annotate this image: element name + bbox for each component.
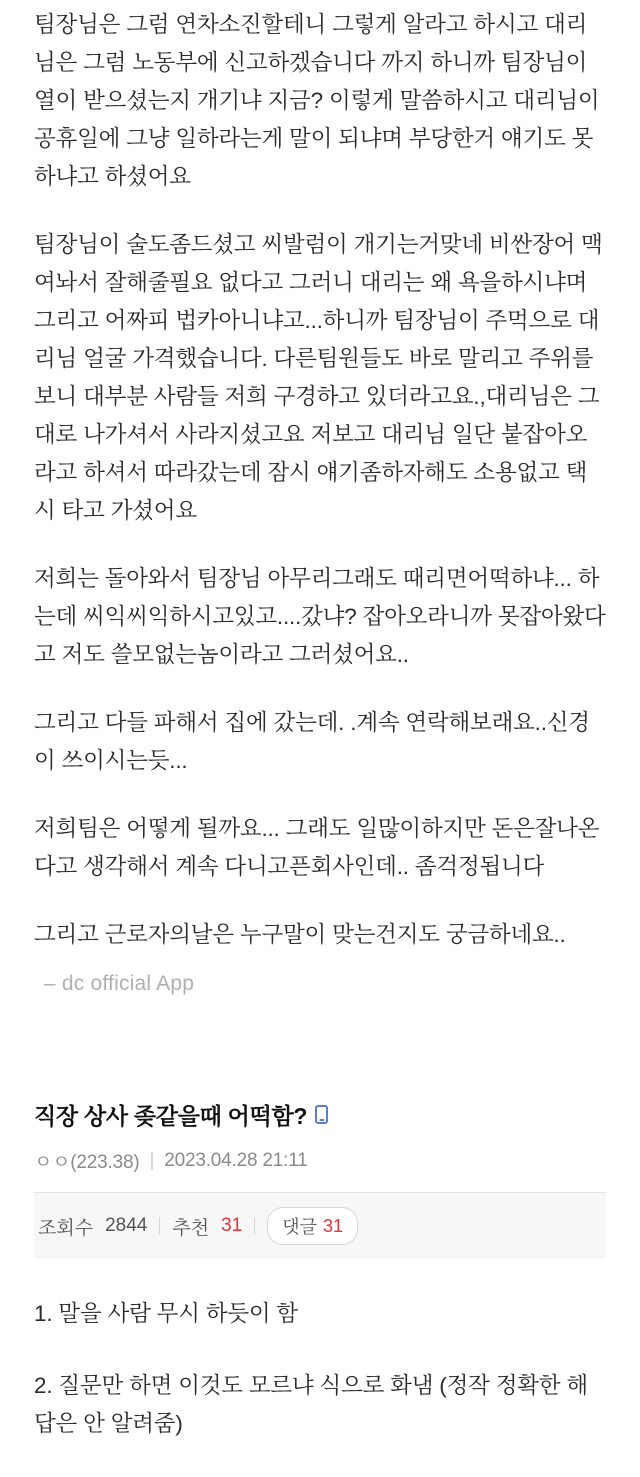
post-paragraph: 그리고 근로자의날은 누구말이 맞는건지도 궁금하네요.. xyxy=(34,922,566,947)
section-spacer xyxy=(0,1006,640,1092)
next-post-content xyxy=(0,1295,640,1443)
post-paragraph: 저희팀은 어떻게 될까요... 그래도 일많이하지만 돈은잘나온다고 생각해서 계속 다니고픈회사인데.. 좀걱정됩니다 xyxy=(34,816,600,879)
post-paragraph: 2. 질문만 하면 이것도 모르냐 식으로 화냄 (정작 정확한 해답은 안 알려줌) xyxy=(34,1373,588,1436)
post-paragraph: 팀장님은 그럼 연차소진할테니 그렇게 알라고 하시고 대리님은 그럼 노동부에 신고하겠습니다 까지 하니까 팀장님이 열이 받으셨는지 개기냐 지금? 이렇게 말씀하시고 대리님이 공휴일에 그냥 일하라는게 말이 되냐며 부당한거 얘기도 못하냐고 하셨어요 xyxy=(34,12,606,189)
post-paragraph: 1. 말을 사람 무시 하듯이 함 xyxy=(34,1301,298,1326)
mobile-phone-icon xyxy=(315,1105,328,1124)
post-paragraph: 저희는 돌아와서 팀장님 아무리그래도 때리면어떡하냐... 하는데 씨익씨익하시고있고....갔냐? 잡아오라니까 못잡아왔다고 저도 쓸모없는놈이라고 그러셨어요.. xyxy=(34,566,606,667)
stats-divider xyxy=(254,1217,255,1235)
stats-divider xyxy=(159,1217,160,1235)
recommend-value: 31 xyxy=(221,1215,243,1236)
next-post-header xyxy=(0,1092,640,1259)
post-paragraph: 그리고 다들 파해서 집에 갔는데. .계속 연락해보래요..신경이 쓰이시는듯... xyxy=(34,710,590,773)
post-stats-bar xyxy=(34,1192,606,1259)
post-author[interactable]: ㅇㅇ(223.38) xyxy=(34,1152,140,1173)
comments-count: 31 xyxy=(322,1215,344,1236)
post-title-row[interactable] xyxy=(34,1092,606,1131)
page-title[interactable]: 직장 상사 좆같을때 어떡함? xyxy=(34,1103,308,1129)
views-value: 2844 xyxy=(105,1215,148,1236)
post-paragraph: 팀장님이 술도좀드셨고 씨발럼이 개기는거맞네 비싼장어 맥여놔서 잘해줄필요 없다고 그러니 대리는 왜 욕을하시냐며 그리고 어짜피 법카아니냐고...하니까 팀장님이 주먹으로 대리님 얼굴 가격했습니다. 다른팀원들도 바로 말리고 주위를 보니 대부분 사람들 저희 구경하고 있더라고요.,대리님은 그대로 나가셔서 사라지셨고요 저보고 대리님 일단 붙잡아오라고 하셔서 따라갔는데 잠시 얘기좀하자해도 소용없고 택시 타고 가셨어요 xyxy=(34,232,603,523)
recommend-label: 추천 xyxy=(172,1217,210,1239)
comments-label: 댓글 xyxy=(282,1217,317,1237)
post-meta xyxy=(34,1147,606,1174)
meta-separator: | xyxy=(149,1149,155,1171)
app-signature: – dc official App xyxy=(44,972,195,995)
comments-button[interactable] xyxy=(267,1207,358,1245)
post-datetime: 2023.04.28 21:11 xyxy=(164,1149,308,1171)
views-label: 조회수 xyxy=(38,1217,94,1239)
